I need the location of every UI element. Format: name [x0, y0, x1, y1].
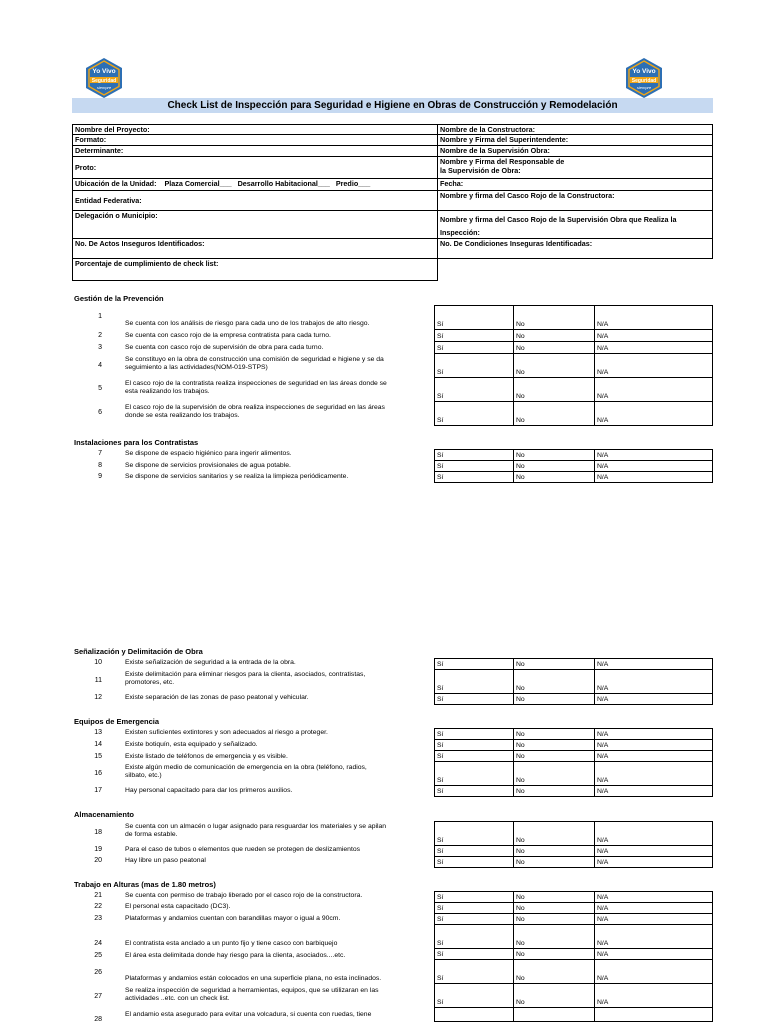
item-text-line: actividades ..etc. con un check list.	[125, 995, 230, 1003]
answer-na[interactable]: N/A	[595, 472, 713, 483]
field-condiciones-inseguras[interactable]: No. De Condiciones Inseguras Identificadas:	[438, 239, 713, 259]
item-text	[125, 764, 430, 781]
answer-na-cell[interactable]	[595, 1008, 713, 1022]
item-text	[125, 671, 430, 688]
answer-no[interactable]: No	[514, 354, 595, 378]
item-text: Se dispone de espacio higiénico para ingerir alimentos.	[125, 450, 292, 457]
item-text-line: El casco rojo de la supervisión de obra realiza inspecciones de seguridad en las áreas	[125, 404, 385, 411]
answer-no[interactable]: No	[514, 914, 595, 925]
item-text-line: Existe delimitación para eliminar riesgos para la clienta, asociados, contratistas,	[125, 671, 366, 678]
answer-no[interactable]: No	[514, 378, 595, 402]
item-text: Existe listado de teléfonos de emergencia y es visible.	[125, 753, 288, 760]
answer-si[interactable]: Sí	[435, 306, 514, 330]
logo-left	[84, 57, 124, 99]
answer-no[interactable]: No	[514, 892, 595, 903]
item-number: 22	[94, 903, 102, 910]
item-number: 21	[94, 892, 102, 899]
field-constructora[interactable]: Nombre de la Constructora:	[438, 125, 713, 135]
answer-no[interactable]: No	[514, 472, 595, 483]
answer-na[interactable]: N/A	[595, 751, 713, 762]
logo-text-3: siempre	[636, 85, 652, 90]
answer-no[interactable]: No	[514, 729, 595, 740]
item-text	[125, 987, 430, 1004]
item-number: 13	[94, 729, 102, 736]
item-text: Se cuenta con los análisis de riesgo para cada uno de los trabajos de alto riesgo.	[125, 320, 370, 327]
item-number: 12	[94, 694, 102, 701]
item-text: Hay libre un paso peatonal	[125, 857, 206, 864]
item-text-line: de forma estable.	[125, 831, 178, 839]
item-number: 11	[94, 677, 102, 684]
answer-no[interactable]: No	[514, 857, 595, 868]
answer-si[interactable]: Sí	[435, 694, 514, 705]
answer-na[interactable]: N/A	[595, 330, 713, 342]
answer-na[interactable]: N/A	[595, 402, 713, 426]
field-formato[interactable]: Formato:	[73, 135, 438, 146]
item-text: Se dispone de servicios provisionales de agua potable.	[125, 462, 291, 469]
item-text: El andamio esta asegurado para evitar una volcadura, si cuenta con ruedas, tiene	[125, 1011, 372, 1018]
item-number: 28	[94, 1016, 102, 1023]
answer-si[interactable]: Sí	[435, 378, 514, 402]
answer-no[interactable]: No	[514, 903, 595, 914]
project-info-table	[72, 124, 713, 281]
answer-na[interactable]: N/A	[595, 786, 713, 797]
answer-si[interactable]: Sí	[435, 984, 514, 1008]
answer-si[interactable]: Sí	[435, 670, 514, 694]
item-number: 8	[98, 462, 102, 469]
item-text-line: esta realizando los trabajos.	[125, 388, 210, 396]
answer-si[interactable]: Sí	[435, 960, 514, 984]
item-text-line: Existe algún medio de comunicación de emergencia en la obra (teléfono, radios,	[125, 764, 367, 771]
item-text: Existe separación de las zonas de paso peatonal y vehicular.	[125, 694, 309, 701]
answer-si[interactable]: Sí	[435, 786, 514, 797]
answer-no[interactable]: No	[514, 461, 595, 472]
item-number: 3	[98, 344, 102, 351]
answer-na[interactable]: N/A	[595, 659, 713, 670]
field-actos-inseguros[interactable]: No. De Actos Inseguros Identificados:	[73, 239, 438, 259]
field-determinante[interactable]: Determinante:	[73, 146, 438, 157]
answer-si[interactable]: Sí	[435, 914, 514, 925]
answer-na[interactable]: N/A	[595, 694, 713, 705]
answer-na[interactable]: N/A	[595, 846, 713, 857]
section-title: Señalización y Delimitación de Obra	[74, 647, 203, 656]
item-text: Se cuenta con permiso de trabajo liberado por el casco rojo de la constructora.	[125, 892, 363, 899]
answer-table	[434, 449, 713, 483]
answer-na[interactable]: N/A	[595, 306, 713, 330]
item-text: Existe señalización de seguridad a la entrada de la obra.	[125, 659, 296, 666]
answer-no[interactable]: No	[514, 740, 595, 751]
section-title: Instalaciones para los Contratistas	[74, 438, 199, 447]
answer-table	[434, 305, 713, 426]
field-casco-rojo-supervision[interactable]	[438, 211, 713, 239]
answer-si[interactable]: Sí	[435, 472, 514, 483]
field-ubicacion[interactable]: Ubicación de la Unidad: Plaza Comercial___ Desarrollo Habitacional___ Predio___	[73, 179, 438, 191]
item-text-line: El casco rojo de la contratista realiza inspecciones de seguridad en las áreas donde se	[125, 380, 387, 387]
logo-right	[624, 57, 664, 99]
answer-no[interactable]: No	[514, 659, 595, 670]
field-responsable-line2: la Supervisión de Obra:	[440, 166, 521, 175]
answer-no[interactable]: No	[514, 960, 595, 984]
answer-na[interactable]: N/A	[595, 461, 713, 472]
item-text: Plataformas y andamios cuentan con barandillas mayor o igual a 90cm.	[125, 915, 341, 922]
answer-na[interactable]: N/A	[595, 960, 713, 984]
answer-no-cell[interactable]	[514, 1008, 595, 1022]
field-proto[interactable]: Proto:	[73, 157, 438, 179]
item-number: 10	[94, 659, 102, 666]
answer-si[interactable]: Sí	[435, 751, 514, 762]
answer-no[interactable]: No	[514, 762, 595, 786]
answer-no[interactable]: No	[514, 330, 595, 342]
item-number: 9	[98, 473, 102, 480]
answer-na[interactable]: N/A	[595, 857, 713, 868]
answer-na[interactable]: N/A	[595, 378, 713, 402]
answer-na[interactable]: N/A	[595, 949, 713, 960]
answer-na[interactable]: N/A	[595, 670, 713, 694]
answer-si[interactable]: Sí	[435, 354, 514, 378]
document-title: Check List de Inspección para Seguridad e Higiene en Obras de Construcción y Remodelación	[72, 98, 713, 113]
item-text: Existe botiquín, esta equipado y señalizado.	[125, 741, 258, 748]
answer-na[interactable]: N/A	[595, 354, 713, 378]
item-text: Se cuenta con casco rojo de la empresa contratista para cada turno.	[125, 332, 331, 339]
item-number: 2	[98, 332, 102, 339]
answer-na[interactable]: N/A	[595, 984, 713, 1008]
item-text: El área esta delimitada donde hay riesgo para la clienta, asociados....etc.	[125, 952, 346, 959]
answer-na[interactable]: N/A	[595, 914, 713, 925]
answer-si[interactable]: Sí	[435, 903, 514, 914]
item-number: 4	[98, 362, 102, 369]
answer-na[interactable]: N/A	[595, 450, 713, 461]
item-text-line: Se constituyo en la obra de construcción una comisión de seguridad e higiene y se da	[125, 356, 384, 363]
answer-si[interactable]: Sí	[435, 402, 514, 426]
item-number: 6	[98, 409, 102, 416]
answer-si[interactable]: Sí	[435, 892, 514, 903]
item-text-line: seguimiento a las actividades(NOM-019-STPS)	[125, 364, 268, 372]
answer-table	[434, 891, 713, 1022]
item-number: 16	[94, 770, 102, 777]
field-casco-rojo-sup-line2: Inspección:	[440, 228, 480, 237]
field-casco-rojo-sup-line1: Nombre y firma del Casco Rojo de la Supervisión Obra que Realiza la	[440, 215, 677, 224]
item-number: 5	[98, 385, 102, 392]
answer-no[interactable]: No	[514, 402, 595, 426]
answer-no[interactable]: No	[514, 342, 595, 354]
item-text	[125, 356, 430, 373]
item-text: Existen suficientes extintores y son adecuados al riesgo a proteger.	[125, 729, 328, 736]
item-text: Se dispone de servicios sanitarios y se realiza la limpieza periódicamente.	[125, 473, 349, 480]
answer-no[interactable]: No	[514, 949, 595, 960]
item-number: 1	[98, 313, 102, 320]
answer-si[interactable]: Sí	[435, 949, 514, 960]
answer-no[interactable]: No	[514, 786, 595, 797]
item-number: 25	[94, 952, 102, 959]
item-number: 27	[94, 993, 102, 1000]
section-title: Almacenamiento	[74, 810, 135, 819]
section-title: Trabajo en Alturas (mas de 1.80 metros)	[74, 880, 216, 889]
item-number: 26	[94, 969, 102, 976]
item-text: Para el caso de tubos o elementos que rueden se protegen de deslizamientos	[125, 846, 361, 853]
answer-no[interactable]: No	[514, 984, 595, 1008]
field-project-name[interactable]: Nombre del Proyecto:	[73, 125, 438, 135]
item-number: 17	[94, 787, 102, 794]
answer-si[interactable]: Sí	[435, 822, 514, 846]
item-number: 19	[94, 846, 102, 853]
item-text-line: promotores, etc.	[125, 679, 175, 687]
item-text-line: donde se esta realizando los trabajos.	[125, 412, 240, 420]
logo-text-1: Yo Vivo	[92, 68, 116, 75]
answer-table	[434, 821, 713, 868]
field-supervision-obra[interactable]: Nombre de la Supervisión Obra:	[438, 146, 713, 157]
answer-no[interactable]: No	[514, 751, 595, 762]
answer-na[interactable]: N/A	[595, 342, 713, 354]
answer-table	[434, 658, 713, 705]
answer-si[interactable]: Sí	[435, 659, 514, 670]
section-title: Equipos de Emergencia	[74, 717, 160, 726]
item-number: 20	[94, 857, 102, 864]
answer-si[interactable]: Sí	[435, 330, 514, 342]
field-responsable-line1: Nombre y Firma del Responsable de	[440, 157, 565, 166]
answer-si[interactable]: Sí	[435, 925, 514, 949]
item-text	[125, 823, 430, 840]
answer-na[interactable]: N/A	[595, 925, 713, 949]
answer-na[interactable]: N/A	[595, 822, 713, 846]
item-number: 18	[94, 829, 102, 836]
logo-text-2: Seguridad	[631, 78, 657, 84]
item-number: 7	[98, 450, 102, 457]
answer-table	[434, 728, 713, 797]
item-text: Hay personal capacitado para dar los primeros auxilios.	[125, 787, 293, 794]
field-fecha[interactable]: Fecha:	[438, 179, 713, 191]
field-entidad[interactable]: Entidad Federativa:	[73, 191, 438, 211]
field-delegacion[interactable]: Delegación o Municipio:	[73, 211, 438, 239]
item-number: 23	[94, 915, 102, 922]
item-text	[125, 380, 430, 397]
logo-text-1: Yo Vivo	[632, 68, 656, 75]
answer-si[interactable]: Sí	[435, 857, 514, 868]
item-text-line: Se realiza inspección de seguridad a herramientas, equipos, que se utilizaran en las	[125, 987, 379, 994]
section-title: Gestión de la Prevención	[74, 294, 164, 303]
field-superintendente[interactable]: Nombre y Firma del Superintendente:	[438, 135, 713, 146]
answer-na[interactable]: N/A	[595, 903, 713, 914]
item-text-line: Se cuenta con un almacén o lugar asignado para resguardar los materiales y se apilan	[125, 823, 387, 830]
answer-no[interactable]: No	[514, 925, 595, 949]
answer-na[interactable]: N/A	[595, 729, 713, 740]
answer-si[interactable]: Sí	[435, 461, 514, 472]
item-text-line: silbato, etc.)	[125, 772, 162, 780]
answer-no[interactable]: No	[514, 846, 595, 857]
answer-no[interactable]: No	[514, 822, 595, 846]
answer-si[interactable]: Sí	[435, 762, 514, 786]
answer-si-cell[interactable]	[435, 1008, 514, 1022]
answer-si[interactable]: Sí	[435, 846, 514, 857]
item-number: 14	[94, 741, 102, 748]
logo-text-3: siempre	[96, 85, 112, 90]
answer-si[interactable]: Sí	[435, 729, 514, 740]
field-responsable-supervision[interactable]	[438, 157, 713, 179]
answer-si[interactable]: Sí	[435, 740, 514, 751]
answer-no[interactable]: No	[514, 306, 595, 330]
item-text	[125, 404, 430, 421]
item-number: 24	[94, 940, 102, 947]
item-text: Plataformas y andamios están colocados en una superficie plana, no esta inclinados.	[125, 975, 382, 982]
answer-si[interactable]: Sí	[435, 450, 514, 461]
item-text: Se cuenta con casco rojo de supervisión de obra para cada turno.	[125, 344, 324, 351]
answer-no[interactable]: No	[514, 670, 595, 694]
answer-si[interactable]: Sí	[435, 342, 514, 354]
item-text: El contratista esta anclado a un punto fijo y tiene casco con barbiquejo	[125, 940, 338, 947]
logo-text-2: Seguridad	[91, 78, 117, 84]
field-casco-rojo-constructora[interactable]: Nombre y firma del Casco Rojo de la Constructora:	[438, 191, 713, 211]
item-number: 15	[94, 753, 102, 760]
answer-no[interactable]: No	[514, 450, 595, 461]
item-text: El personal esta capacitado (DC3).	[125, 903, 231, 910]
answer-no[interactable]: No	[514, 694, 595, 705]
answer-na[interactable]: N/A	[595, 740, 713, 751]
answer-na[interactable]: N/A	[595, 762, 713, 786]
answer-na[interactable]: N/A	[595, 892, 713, 903]
field-porcentaje[interactable]: Porcentaje de cumplimiento de check list:	[73, 259, 438, 281]
